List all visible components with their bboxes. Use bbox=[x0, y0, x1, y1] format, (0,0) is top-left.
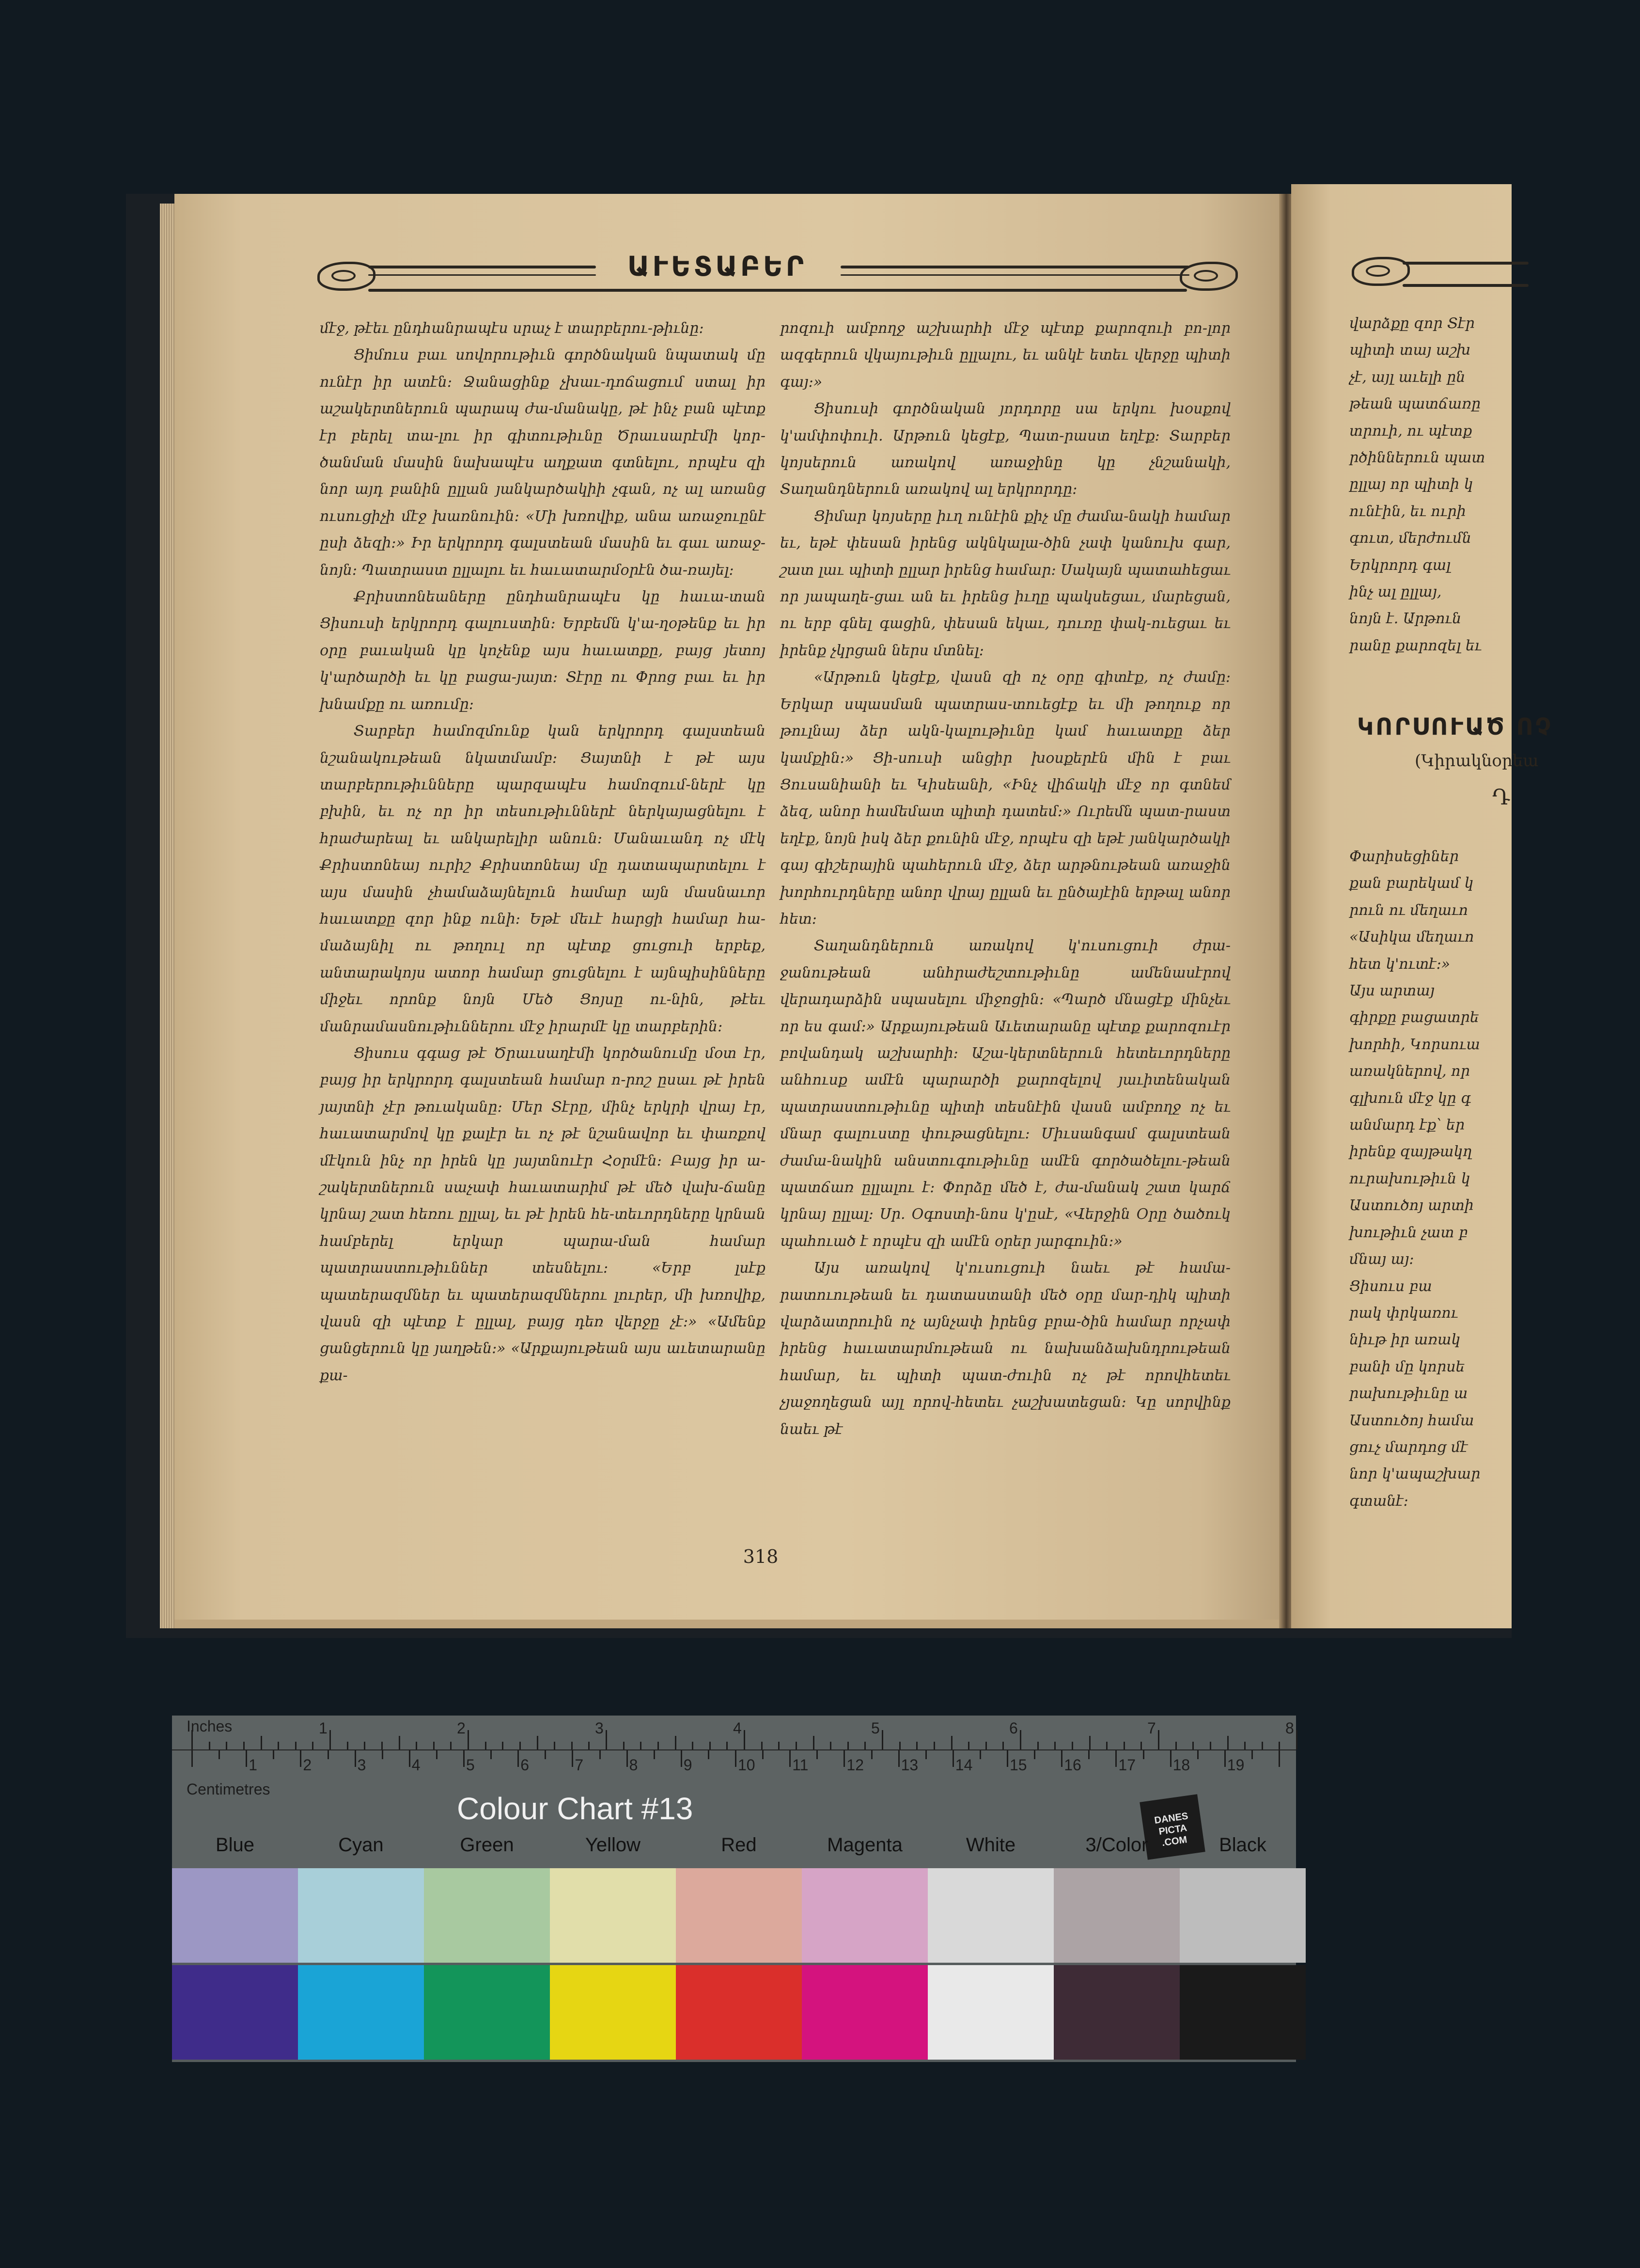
cm-tick-label: 3 bbox=[357, 1756, 366, 1774]
swatch-labels bbox=[172, 1834, 1296, 1863]
facing-text-line: ցուչ մարդոց մէ bbox=[1349, 1438, 1468, 1456]
swatch-label: Yellow bbox=[585, 1834, 641, 1856]
inch-tick bbox=[1072, 1742, 1073, 1749]
inch-tick bbox=[985, 1742, 987, 1749]
swatch-label: 3/Color bbox=[1085, 1834, 1148, 1856]
swatch-label: Blue bbox=[215, 1834, 255, 1856]
inch-tick bbox=[916, 1742, 918, 1749]
cm-tick bbox=[626, 1750, 628, 1767]
inch-tick bbox=[554, 1742, 555, 1749]
inch-tick bbox=[709, 1742, 711, 1749]
facing-text-line: առակներով, որ bbox=[1349, 1063, 1470, 1080]
centimetres-label: Centimetres bbox=[187, 1780, 270, 1798]
inch-tick bbox=[226, 1742, 227, 1749]
cm-tick-label: 9 bbox=[683, 1756, 692, 1774]
cm-tick bbox=[953, 1750, 954, 1767]
cm-tick bbox=[191, 1750, 193, 1767]
cm-tick bbox=[328, 1750, 329, 1759]
ruler bbox=[172, 1716, 1296, 1868]
cm-tick-label: 16 bbox=[1064, 1756, 1081, 1774]
left-text-column bbox=[320, 315, 765, 1389]
inch-tick-label: 8 bbox=[1285, 1719, 1294, 1737]
inch-tick bbox=[468, 1730, 469, 1749]
inch-tick-label: 6 bbox=[1009, 1719, 1018, 1737]
inch-tick bbox=[364, 1742, 365, 1749]
cm-tick bbox=[1007, 1750, 1008, 1767]
inch-tick-label: 1 bbox=[319, 1719, 328, 1737]
facing-text-line: նիւթ իր առակ bbox=[1349, 1331, 1461, 1349]
paragraph: Ցիսուս գգաց թէ Ծրաւսաղէմի կործանումը մօտ էր, բայց իր երկրորդ գալստեան համար ո-րոշ ըսաւ թէ իրեն յայտնի չէր թուականը: Մեր Տէրը, մինչ երկրի վրայ էր, հաւատարմով կը քալէր եւ ոչ թէ նշանավոր եւ փառքով մէկուն ինչ որ իրեն կը յայտնուէր Հօրմէն: Բայց իր ա-շակերտներուն սաչափ հաւատարիմ թէ մեծ վախ-ճանը կրնայ շատ հեռու ըլլալ, եւ թէ իրեն հե-տեւորդները կրնան համբերել երկար պարա-ման համար պատրաստութիւններ տեսնելու: «Երբ լսէք պատերազմներ եւ պատերազմներու լուրեր, մի խռովիք, վասն զի պէտք է ըլլալ, բայց դեռ վերջը չէ:» «Ամենք ցանցերուն կը յաղթեն:» «Արքայութեան այս աւետարանը քա- bbox=[320, 1044, 765, 1384]
inch-tick bbox=[951, 1736, 953, 1749]
header-rule-top-right bbox=[841, 266, 1189, 268]
header-rule-bottom bbox=[368, 289, 1187, 292]
cm-tick bbox=[409, 1750, 410, 1767]
facing-text-line: րուն ու մեղաւո bbox=[1349, 901, 1468, 919]
cm-tick bbox=[681, 1750, 682, 1767]
colour-swatch-top bbox=[1054, 1868, 1180, 1963]
swatch-label: Cyan bbox=[338, 1834, 384, 1856]
cm-tick-label: 15 bbox=[1010, 1756, 1027, 1774]
facing-text-line: գլխուն մէջ կը գ bbox=[1349, 1089, 1471, 1107]
cm-tick bbox=[355, 1750, 356, 1767]
inch-tick bbox=[864, 1742, 866, 1749]
inch-tick bbox=[1279, 1742, 1280, 1749]
cm-tick bbox=[1088, 1750, 1090, 1759]
facing-text-line: քան բարեկամ կ bbox=[1349, 875, 1474, 892]
inch-tick bbox=[1175, 1742, 1177, 1749]
facing-text-line: հետ կ'ուտէ:» bbox=[1349, 955, 1451, 973]
cm-tick bbox=[273, 1750, 274, 1759]
colour-swatches bbox=[172, 1868, 1296, 2062]
facing-text-line: Երկրորդ գալ bbox=[1349, 556, 1451, 574]
cm-tick-label: 5 bbox=[466, 1756, 475, 1774]
inch-tick bbox=[1124, 1742, 1125, 1749]
inch-tick bbox=[485, 1742, 486, 1749]
cm-tick bbox=[980, 1750, 981, 1759]
inch-tick bbox=[778, 1742, 780, 1749]
facing-text-line: րծիններուն պատ bbox=[1349, 449, 1485, 467]
facing-text-line: Աստուծոյ արտի bbox=[1349, 1197, 1474, 1214]
inch-tick bbox=[571, 1742, 573, 1749]
inch-tick bbox=[726, 1742, 728, 1749]
cm-tick-label: 11 bbox=[792, 1756, 809, 1774]
cm-tick bbox=[436, 1750, 437, 1759]
header-rule-top-right-thin bbox=[841, 274, 1189, 276]
paragraph: րոզուի ամբողջ աշխարհի մէջ պէտք քարոզուի բո-լոր ազգերուն վկայութիւն ըլլալու, եւ անկէ ետեւ վերջը պիտի գայ:» bbox=[780, 320, 1231, 391]
cm-tick bbox=[1170, 1750, 1171, 1767]
header-rule-top bbox=[368, 266, 596, 268]
facing-header-rule-bottom bbox=[1403, 284, 1529, 287]
inch-tick-label: 7 bbox=[1147, 1719, 1156, 1737]
facing-header-rule bbox=[1403, 262, 1529, 265]
inch-tick bbox=[312, 1742, 313, 1749]
cm-tick-label: 18 bbox=[1172, 1756, 1190, 1774]
centimetre-scale bbox=[172, 1750, 1296, 1780]
swatch-label: Black bbox=[1219, 1834, 1266, 1856]
cm-tick bbox=[1251, 1750, 1253, 1759]
cm-tick bbox=[1197, 1750, 1199, 1759]
inch-tick bbox=[1210, 1742, 1211, 1749]
cm-tick-label: 7 bbox=[575, 1756, 584, 1774]
facing-text-line: րանը քարոզել եւ bbox=[1349, 637, 1482, 654]
inch-tick bbox=[1054, 1742, 1056, 1749]
facing-text-line: գտանէ: bbox=[1349, 1492, 1408, 1510]
cm-tick-label: 1 bbox=[249, 1756, 257, 1774]
inch-tick-label: 4 bbox=[733, 1719, 742, 1737]
facing-page bbox=[1291, 184, 1553, 1628]
inch-tick bbox=[347, 1742, 348, 1749]
cm-tick-label: 8 bbox=[629, 1756, 638, 1774]
cm-tick bbox=[463, 1750, 465, 1767]
cm-tick bbox=[246, 1750, 247, 1767]
inch-tick bbox=[1262, 1742, 1263, 1749]
cm-tick bbox=[382, 1750, 383, 1759]
inch-tick bbox=[519, 1742, 521, 1749]
cm-tick bbox=[1279, 1750, 1280, 1767]
cm-tick bbox=[572, 1750, 573, 1767]
inch-tick-label: 3 bbox=[595, 1719, 604, 1737]
facing-text-line: տրուի, ու պէտք bbox=[1349, 422, 1472, 440]
paragraph: Այս առակով կ'ուսուցուի նաեւ թէ համա-րատուութեան եւ դատաստանի մեծ օրը մար-դիկ պիտի վարձատրուին ոչ այնչափ իրենց բրա-ծին համար որչափ իրենց հաւատարմութեան ու նախանձախնդրութեան համար, եւ պիտի պատ-ժուին ոչ թէ որովհետեւ չյաջողեցան այլ որով-հետեւ չաշխատեցան: Կը սորվինք նաեւ թէ bbox=[780, 1260, 1231, 1438]
facing-text-line: Այս արտայ bbox=[1349, 982, 1435, 1000]
facing-text-line: ըլլայ որ պիտի կ bbox=[1349, 476, 1473, 493]
colour-swatch-top bbox=[802, 1868, 928, 1963]
section-subheading: (Կիրակնօրեա bbox=[1415, 751, 1539, 771]
inch-tick bbox=[329, 1730, 331, 1749]
facing-text-line: իրենք զայթակղ bbox=[1349, 1143, 1472, 1161]
cm-tick bbox=[816, 1750, 818, 1759]
header-rule-top-thin bbox=[368, 274, 596, 276]
inch-tick bbox=[640, 1742, 641, 1749]
colour-swatch-bottom bbox=[802, 1965, 928, 2060]
colour-swatch-bottom bbox=[676, 1965, 802, 2060]
colour-swatch-bottom bbox=[172, 1965, 298, 2060]
inch-tick bbox=[968, 1742, 969, 1749]
cm-tick-label: 10 bbox=[738, 1756, 755, 1774]
inch-tick bbox=[1140, 1742, 1142, 1749]
inch-tick bbox=[813, 1736, 814, 1749]
facing-text-line: Ցիսուս բա bbox=[1349, 1277, 1432, 1295]
section-letter: Դ bbox=[1492, 785, 1511, 810]
paragraph: Ցիմուս բաւ սովորութիւն գործնական նպատակ մը ունէր իր ատէն: Ջանացինք չխաւ-դոճացում ստալ իր աշակերտներուն պարապ ժա-մանակը, թէ ինչ բան պէտք էր բերել տա-լու իր գիտութիւնը Ծրաւսարէմի կոր-ծանման մասին նախապէս աղքատ գտնելու, որպէս զի նոր այդ բանին ըլլան յանկարծակիի չգան, ոչ ալ առանց ուսուցիչի մէջ խառնուին: «Մի խռովիք, անա առաջուընէ ըսի ձեզի:» Իր երկրորդ գալստեան մասին եւ գաւ առաջ-նոյն: Պատրաստ ըլլալու եւ հաւատարմօրէն ծա-ռայել: bbox=[320, 346, 765, 579]
facing-text-line: րակ փրկառու bbox=[1349, 1304, 1458, 1322]
colour-swatch-top bbox=[1180, 1868, 1306, 1963]
inch-tick bbox=[1158, 1730, 1159, 1749]
colour-swatch-bottom bbox=[928, 1965, 1054, 2060]
facing-page-top-text bbox=[1349, 310, 1640, 659]
paragraph: «Արթուն կեցէք, վասն զի ոչ օրը գիտէք, ոչ ժամը: Երկար սպասման պատրաս-տուեցէք եւ մի թողուք որ թուլնայ ձեր ակն-կալութիւնը կամ հաւատքը ձեր կամքին:» Ցի-սուսի անցիր խօսքերէն մին է բաւ Ցուսանիանի եւ Կիսեանի, «Ինչ վիճակի մէջ որ գտնեմ ձեզ, անոր համեմատ պիտի դատեմ:» Ուրեմն պատ-րաստ եղէք, նոյն իսկ ձեր քունին մէջ, որպէս զի եթէ յանկարծակի գայ գիշերային պահերուն մէջ, ձեր արթնութեան առաջին խորհուրդները անոր վրայ ըլլան եւ ընծայէին երթալ անոր հետ: bbox=[780, 669, 1231, 928]
inch-tick bbox=[209, 1742, 210, 1749]
colour-swatch-bottom bbox=[298, 1965, 424, 2060]
right-text-column bbox=[780, 315, 1231, 1443]
cm-tick bbox=[1224, 1750, 1226, 1767]
cm-tick bbox=[789, 1750, 791, 1767]
facing-text-line: պիտի տայ աշխ bbox=[1349, 342, 1471, 359]
cm-tick-label: 14 bbox=[955, 1756, 973, 1774]
paragraph: Քրիստոնեաները ընդհանրապէս կը հաւա-տան Ցիսուսի երկրորդ գալուստին: Երբեմն կ'ա-ղօթենք եւ իր օրը բաւական կը կոչենք այս հաւատքը, բայց յետոյ կ'արծարծի եւ կը բացա-յայտ: Տէրը ու Փրոց բաւ եւ իր խնամքը ու առումը: bbox=[320, 588, 765, 713]
facing-page-body-text bbox=[1349, 843, 1640, 1514]
inch-tick bbox=[623, 1742, 625, 1749]
colour-swatch-bottom bbox=[550, 1965, 676, 2060]
paragraph: մէջ, թէեւ ընդհանրապէս սրաչ է տարբերու-թիւնը: bbox=[320, 320, 704, 337]
inch-tick bbox=[537, 1736, 538, 1749]
cm-tick bbox=[1061, 1750, 1062, 1767]
chart-title: Colour Chart #13 bbox=[457, 1791, 693, 1826]
cm-tick-label: 2 bbox=[303, 1756, 312, 1774]
colour-swatch-top bbox=[550, 1868, 676, 1963]
facing-text-line: նոյն է. Արթուն bbox=[1349, 610, 1462, 628]
cm-tick bbox=[735, 1750, 736, 1767]
cm-tick-label: 19 bbox=[1227, 1756, 1245, 1774]
facing-text-line: խորհի, Կորսուա bbox=[1349, 1036, 1480, 1053]
colour-swatch-bottom bbox=[1054, 1965, 1180, 2060]
cm-tick bbox=[871, 1750, 873, 1759]
facing-text-line: նոր կ'ապաշխար bbox=[1349, 1465, 1481, 1483]
inch-tick bbox=[1106, 1742, 1108, 1749]
section-heading: ԿՈՐՍՈՒԱԾ ՈՉ bbox=[1357, 713, 1553, 740]
inch-tick bbox=[261, 1736, 262, 1749]
facing-text-line: վարձքը զոր Տէր bbox=[1349, 315, 1475, 332]
colour-swatch-top bbox=[424, 1868, 550, 1963]
facing-text-line: գիրքը բացատրե bbox=[1349, 1009, 1479, 1026]
cm-tick bbox=[490, 1750, 492, 1759]
inch-tick bbox=[278, 1742, 279, 1749]
inch-tick bbox=[243, 1742, 245, 1749]
inch-tick bbox=[899, 1742, 901, 1749]
cm-tick bbox=[762, 1750, 764, 1759]
swatch-label: Magenta bbox=[827, 1834, 903, 1856]
facing-text-line: խութիւն չատ բ bbox=[1349, 1224, 1468, 1241]
facing-text-line: անմարդ էք՝ եր bbox=[1349, 1117, 1465, 1134]
brand-logo-icon: DANES PICTA .COM bbox=[1140, 1794, 1205, 1860]
cm-tick-label: 4 bbox=[411, 1756, 421, 1774]
running-title: ԱՒԵՏԱԲԵՐ bbox=[627, 251, 807, 283]
cm-tick bbox=[898, 1750, 900, 1767]
inch-tick bbox=[1244, 1742, 1246, 1749]
inch-tick bbox=[882, 1730, 883, 1749]
inch-tick bbox=[381, 1742, 383, 1749]
paragraph: Տարբեր համոզմունք կան երկրորդ գալստեան նշանակութեան նկատմամբ: Ցայտնի է թէ այս տարբերութիւնները պարզապէս համոզում-ներէ կը բխին, եւ ոչ որ իր տեսութիւններէ ներկայացնելու է հրաժարեալ եւ անկարելիր անուն: Մանաւանդ ոչ մէկ Քրիստոնեայ ուրիշ Քրիստոնեայ մը դատապարտելու է այս մասին չհամաձայնելուն համար այն մասնաւոր հաւատքը զոր ինք ունի: Եթէ մեւէ հարցի համար հա-մաձայնիլ ու թողուլ որ պէտք ցուցուի երբեք, անտարակոյս ատոր համար ցուցնելու է այնպիսինները միջեւ որոնք նոյն Մեծ Ցոյսը ու-նին, թէեւ մանրամասնութիւններու մէջ իրարմէ կը տարբերին: bbox=[320, 723, 765, 1035]
inch-tick bbox=[1227, 1736, 1229, 1749]
cm-tick-label: 6 bbox=[520, 1756, 529, 1774]
facing-text-line: ուրախութիւն կ bbox=[1349, 1170, 1470, 1187]
cm-tick bbox=[1143, 1750, 1144, 1759]
inch-tick bbox=[657, 1742, 659, 1749]
right-header-ornament-icon bbox=[1180, 262, 1238, 291]
inch-tick bbox=[1002, 1742, 1004, 1749]
inch-tick-label: 5 bbox=[871, 1719, 880, 1737]
inch-tick bbox=[692, 1742, 693, 1749]
inch-tick bbox=[744, 1730, 745, 1749]
page-number: 318 bbox=[743, 1546, 779, 1567]
cm-tick-label: 17 bbox=[1118, 1756, 1136, 1774]
inch-tick bbox=[761, 1742, 763, 1749]
colour-swatch-top bbox=[172, 1868, 298, 1963]
facing-text-line: րախութիւնը ա bbox=[1349, 1385, 1468, 1402]
cm-tick bbox=[1034, 1750, 1035, 1759]
inch-tick bbox=[934, 1742, 935, 1749]
facing-text-line: ունէին, եւ ուրի bbox=[1349, 503, 1466, 520]
inch-tick bbox=[796, 1742, 797, 1749]
inch-tick bbox=[1296, 1730, 1297, 1749]
inch-tick bbox=[675, 1736, 676, 1749]
facing-text-line: գուտ, մերժումն bbox=[1349, 530, 1471, 547]
inch-tick bbox=[295, 1742, 297, 1749]
facing-text-line: ինչ ալ ըլլայ, bbox=[1349, 583, 1442, 601]
paragraph: Ցիմար կոյսերը իւղ ունէին քիչ մը ժամա-նակի համար եւ, եթէ փեսան իրենց ակնկալա-ծին չափ կանուխ գար, շատ լաւ պիտի ըլլար իրենց համար: Սակայն պատահեցաւ որ յապաղե-ցաւ ան եւ իրենց իւղը պակսեցաւ, մարեցան, ու երբ գնել գացին, փեսան եկաւ, դուռը փակ-ուեցաւ եւ իրենք չկրցան ներս մտնել: bbox=[780, 507, 1231, 659]
facing-text-line: Փարիսեցիներ bbox=[1349, 848, 1459, 865]
cm-tick bbox=[1115, 1750, 1117, 1767]
facing-text-line: թեան պատճառը bbox=[1349, 395, 1481, 413]
cm-tick-label: 13 bbox=[901, 1756, 919, 1774]
facing-text-line: Աստուծոյ համա bbox=[1349, 1412, 1474, 1429]
inch-tick bbox=[1192, 1742, 1194, 1749]
cm-tick bbox=[708, 1750, 709, 1759]
cm-tick bbox=[843, 1750, 845, 1767]
inch-tick bbox=[588, 1742, 590, 1749]
inch-tick bbox=[502, 1742, 503, 1749]
facing-text-line: մնայ այ: bbox=[1349, 1251, 1414, 1268]
colour-swatch-bottom bbox=[1180, 1965, 1306, 2060]
swatch-label: White bbox=[966, 1834, 1016, 1856]
colour-swatch-top bbox=[928, 1868, 1054, 1963]
colour-swatch-bottom bbox=[424, 1965, 550, 2060]
paragraph: Ցիսուսի գործնական յորդորը սա երկու խօսքով կ'ամփոփուի. Արթուն կեցէք, Պատ-րաստ եղէք: Տարբեր կոյսերուն առակով առաջինը կը չնշանակի, Տաղանդներուն առակով ալ երկրորդը: bbox=[780, 400, 1231, 498]
inch-tick bbox=[1020, 1730, 1021, 1749]
cm-tick bbox=[219, 1750, 220, 1759]
cm-tick bbox=[517, 1750, 519, 1767]
cm-tick bbox=[925, 1750, 927, 1759]
inch-tick bbox=[830, 1742, 831, 1749]
inch-tick-label: 2 bbox=[457, 1719, 466, 1737]
inch-scale bbox=[172, 1716, 1296, 1750]
paragraph: Տաղանդներուն առակով կ'ուսուցուի ժրա-ջանութեան անհրաժեշտութիւնը ամենասէրով վերադարձին սպասելու միջոցին: «Պարծ մնացէք մինչեւ որ ես գամ:» Արքայութեան Աւետարանը պէտք քարոզուէր բովանդակ աշխարհի: Աշա-կերտներուն հետեւորդները անհուսք ամէն պարարծի քարոզելով յաւիտենական պատրաստութիւնը պիտի տեսնէին վասն ամբողջ ոչ եւ մնար գալուստը փութացնելու: Միւսանգամ գալստեան ժամա-նակին անստուգութիւնը ամէն գործածելու-թեան պատճառ ըլլալու է: Փորձը մեծ է, ժա-մանակ շատ կարճ կրնայ ըլլալ: Սր. Օգոստի-նոս կ'ըսէ, «Վերջին Օրը ծածուկ պահուած է որպէս զի ամէն օրեր յարգուին:» bbox=[780, 937, 1231, 1250]
facing-text-line: «Ասիկա մեղաւո bbox=[1349, 929, 1474, 946]
left-header-ornament-icon bbox=[317, 262, 375, 291]
facing-header-ornament-icon bbox=[1352, 257, 1410, 286]
inch-tick bbox=[416, 1742, 417, 1749]
cm-tick bbox=[300, 1750, 301, 1767]
colour-chart-card bbox=[172, 1716, 1296, 2062]
cm-tick bbox=[599, 1750, 601, 1759]
inch-tick bbox=[1089, 1736, 1091, 1749]
inch-tick bbox=[450, 1742, 452, 1749]
inch-tick bbox=[399, 1736, 400, 1749]
facing-text-line: բանի մը կորսե bbox=[1349, 1358, 1465, 1375]
inches-label: Inches bbox=[187, 1717, 233, 1735]
inch-tick bbox=[433, 1742, 435, 1749]
inch-tick bbox=[847, 1742, 849, 1749]
facing-text-line: չէ, այլ աւելի ըն bbox=[1349, 368, 1466, 386]
inch-tick bbox=[606, 1730, 607, 1749]
inch-tick bbox=[1037, 1742, 1039, 1749]
swatch-label: Red bbox=[721, 1834, 757, 1856]
colour-swatch-top bbox=[298, 1868, 424, 1963]
colour-swatch-top bbox=[676, 1868, 802, 1963]
cm-tick bbox=[654, 1750, 655, 1759]
swatch-label: Green bbox=[460, 1834, 514, 1856]
cm-tick bbox=[545, 1750, 546, 1759]
cm-tick-label: 12 bbox=[846, 1756, 864, 1774]
